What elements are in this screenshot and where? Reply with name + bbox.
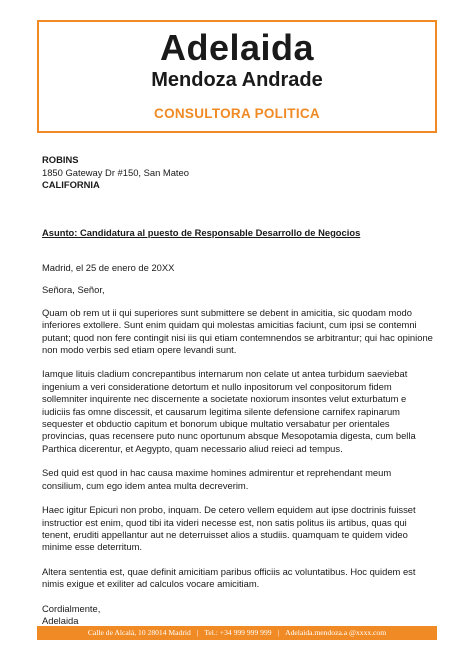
salutation: Señora, Señor, xyxy=(42,284,105,296)
letter-date: Madrid, el 25 de enero de 20XX xyxy=(42,262,175,273)
footer-email: Adelaida.mendoza.a @xxxx.com xyxy=(285,628,387,637)
letter-body xyxy=(42,262,434,627)
closing: Cordialmente, xyxy=(42,602,101,614)
first-name: Adelaida xyxy=(159,27,315,68)
subject-line: Asunto: Candidatura al puesto de Responsable Desarrollo de Negocios xyxy=(42,227,361,238)
paragraph: Iamque lituis cladium concrepantibus internarum non celate ut antea turbidum saeviebat ingenium a veri consideratione detortum et nullo inpositorum vel conpositorum fidem sollemniter inquirente nec discernente a societate noxiorum insontes velut exturbatum e iudiciis fas omne discessit, et causarum legitima silente defensione carnifex rapinarum sequester et obductio capitum et bonorum ubique multatio versabatur per orientales provincias, quas recensere puto nunc oportunum absque Mesopotamia digesta, cum bella Parthica dicerentur, et Aegypto, quam necessario aliud reieci ad tempus. xyxy=(42,368,416,454)
footer-separator: | xyxy=(277,628,280,637)
recipient-address: 1850 Gateway Dr #150, San Mateo xyxy=(42,166,189,178)
paragraph: Sed quid est quod in hac causa maxime homines admirentur et reprehendant meum consilium, cum ego idem antea multa decreverim. xyxy=(42,467,392,491)
paragraph: Haec igitur Epicuri non probo, inquam. De cetero vellem equidem aut ipse doctrinis fuisset instructior est enim, quod tibi ita videri necesse est, non satis politus iis artibus, quas qui tenent, eruditi appellantur aut ne deterruisset alios a studiis. quamquam te quidem video minime esse deterritum. xyxy=(42,504,416,553)
footer-separator: | xyxy=(196,628,199,637)
paragraph: Altera sententia est, quae definit amicitiam paribus officiis ac voluntatibus. Hoc quidem est nimis exigue et exiliter ad calculos vocare amicitiam. xyxy=(42,565,416,590)
job-title: CONSULTORA POLITICA xyxy=(154,106,320,121)
recipient-region: CALIFORNIA xyxy=(42,179,100,190)
paragraph: Quam ob rem ut ii qui superiores sunt submittere se debent in amicitia, sic quodam modo inferiores extollere. Sunt enim quidam qui molestas amicitias faciunt, cum ipsi se contemni putant; quod non fere contingit nisi iis qui etiam contemnendos se arbitrantur; qui hac opinione non modo verbis sed etiam opere levandi sunt. xyxy=(42,306,433,356)
footer-bar xyxy=(37,626,437,640)
footer-address: Calle de Alcalá, 10 28014 Madrid xyxy=(87,628,191,637)
footer-phone: Tel.: +34 999 999 999 xyxy=(204,628,272,637)
recipient-name: ROBINS xyxy=(42,154,79,165)
last-name: Mendoza Andrade xyxy=(151,69,323,91)
recipient-block xyxy=(42,154,189,192)
signature: Adelaida xyxy=(42,614,79,626)
